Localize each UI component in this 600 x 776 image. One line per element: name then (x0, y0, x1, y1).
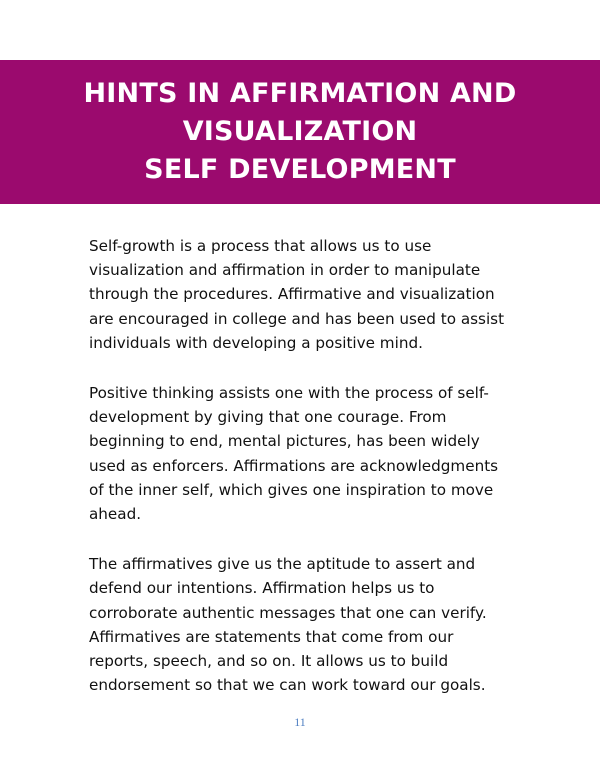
page-title-line-3: SELF DEVELOPMENT (144, 154, 456, 185)
paragraph-1: Self-growth is a process that allows us to use visualization and affirmation in order to manipulate through the procedures. Affirmative and visualization are encouraged in college and has been used to assist individuals with developing a positive mind. (89, 237, 505, 352)
page-title-line-2: VISUALIZATION (182, 116, 418, 147)
body-text (89, 234, 515, 723)
page-number: 11 (294, 715, 306, 729)
paragraph-3: The affirmatives give us the aptitude to assert and defend our intentions. Affirmation helps us to corroborate authentic messages that one can verify. Affirmatives are statements that come from our reports, speech, and so on. It allows us to build endorsement so that we can work toward our goals. (89, 555, 487, 695)
paragraph-2: Positive thinking assists one with the process of self-development by giving that one courage. From beginning to end, mental pictures, has been widely used as enforcers. Affirmations are acknowledgments of the inner self, which gives one inspiration to move ahead. (89, 384, 499, 524)
title-banner (0, 60, 600, 204)
page-title-line-1: HINTS IN AFFIRMATION AND (83, 78, 517, 109)
